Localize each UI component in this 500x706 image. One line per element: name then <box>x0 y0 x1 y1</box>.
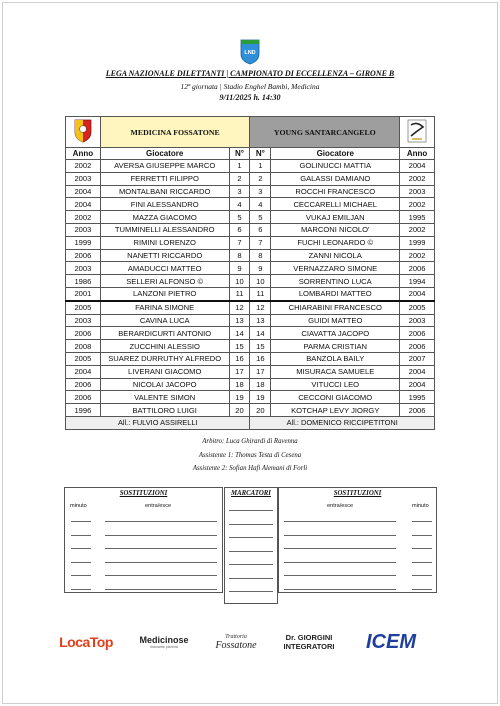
roster-row <box>66 236 435 249</box>
home-year-cell: 2002 <box>66 211 101 224</box>
roster-row <box>66 223 435 236</box>
away-number-cell: 8 <box>250 249 271 262</box>
away-player-cell: PARMA CRISTIAN <box>271 340 400 353</box>
away-year-cell: 2007 <box>400 352 435 365</box>
blank-line <box>105 562 217 563</box>
sponsor-giorgini-logo <box>283 622 335 662</box>
home-player-cell: FINI ALESSANDRO <box>100 198 229 211</box>
away-number-cell: 1 <box>250 160 271 173</box>
away-year-cell: 2005 <box>400 301 435 314</box>
home-player-cell: RIMINI LORENZO <box>100 236 229 249</box>
away-player-cell: CECCONI GIACOMO <box>271 391 400 404</box>
away-player-cell: KOTCHAP LEVY JIORGY <box>271 404 400 417</box>
away-number-cell: 15 <box>250 340 271 353</box>
sponsor-medicinose-logo <box>134 622 194 662</box>
home-year-cell: 2008 <box>66 340 101 353</box>
away-number-cell: 17 <box>250 365 271 378</box>
league-title: LEGA NAZIONALE DILETTANTI | CAMPIONATO DI ECCELLENZA – GIRONE B <box>105 69 395 78</box>
away-player-cell: ROCCHI FRANCESCO <box>271 185 400 198</box>
referee-line <box>0 438 500 445</box>
away-number-cell: 20 <box>250 404 271 417</box>
away-year-cell: 2006 <box>400 262 435 275</box>
away-player-cell: LOMBARDI MATTEO <box>271 287 400 300</box>
away-year-cell: 2004 <box>400 287 435 300</box>
away-substitutions-box <box>278 487 437 593</box>
away-number-header: N° <box>250 148 271 160</box>
assistant1-name: Thomas Testa di Cesena <box>235 452 302 459</box>
team-header-row <box>66 117 435 148</box>
sponsor-locatop-logo: LocaTop <box>59 634 113 650</box>
home-year-cell: 2003 <box>66 223 101 236</box>
home-year-cell: 2004 <box>66 198 101 211</box>
home-year-cell: 2003 <box>66 172 101 185</box>
roster-row <box>66 287 435 300</box>
roster-row <box>66 262 435 275</box>
roster-row <box>66 404 435 417</box>
home-minute-label: minuto <box>70 503 87 509</box>
home-player-cell: MAZZA GIACOMO <box>100 211 229 224</box>
away-year-cell: 2006 <box>400 340 435 353</box>
home-subs-title: SOSTITUZIONI <box>119 490 168 497</box>
assistant1-line <box>0 452 500 459</box>
blank-line <box>229 524 273 525</box>
sponsor-trattoria-logo <box>205 622 267 662</box>
assistant2-label: Assistente 2: <box>192 465 228 472</box>
home-number-header: N° <box>229 148 250 160</box>
medicinose-sub: ristorante pizzeria <box>150 645 178 649</box>
blank-line <box>105 521 217 522</box>
away-player-cell: GOLINUCCI MATTIA <box>271 160 400 173</box>
home-number-cell: 12 <box>229 301 250 314</box>
home-number-cell: 7 <box>229 236 250 249</box>
blank-line <box>412 575 432 576</box>
blank-line <box>412 589 432 590</box>
away-number-cell: 16 <box>250 352 271 365</box>
home-number-cell: 5 <box>229 211 250 224</box>
away-coach: All.: DOMENICO RICCIPETITONI <box>250 416 435 429</box>
roster-table <box>65 116 435 430</box>
home-year-cell: 2004 <box>66 185 101 198</box>
assistant2-name: Sofian Hafi Alemani di Forlì <box>229 465 308 472</box>
home-player-cell: VALENTE SIMON <box>100 391 229 404</box>
roster-row <box>66 160 435 173</box>
home-player-cell: ZUCCHINI ALESSIO <box>100 340 229 353</box>
blank-line <box>71 575 91 576</box>
home-number-cell: 17 <box>229 365 250 378</box>
blank-line <box>105 548 217 549</box>
blank-line <box>229 510 273 511</box>
trattoria-label: Trattoria <box>225 633 247 640</box>
home-year-cell: 2001 <box>66 287 101 300</box>
blank-line <box>412 562 432 563</box>
home-team-name: MEDICINA FOSSATONE <box>100 117 250 148</box>
home-year-cell: 2006 <box>66 327 101 340</box>
away-number-cell: 10 <box>250 275 271 288</box>
blank-line <box>284 589 396 590</box>
blank-line <box>71 589 91 590</box>
giorgini-line1: Dr. GIORGINI <box>285 633 333 642</box>
away-number-cell: 19 <box>250 391 271 404</box>
home-player-cell: BATTILORO LUIGI <box>100 404 229 417</box>
home-year-cell: 2005 <box>66 301 101 314</box>
giorgini-line2: INTEGRATORI <box>283 642 335 651</box>
fossatone-label: Fossatone <box>215 639 257 651</box>
home-coach: All.: FULVIO ASSIRELLI <box>66 416 250 429</box>
home-number-cell: 4 <box>229 198 250 211</box>
sponsor-icem-logo: ICEM <box>366 630 416 653</box>
home-year-cell: 1999 <box>66 236 101 249</box>
away-number-cell: 9 <box>250 262 271 275</box>
away-player-cell: FUCHI LEONARDO © <box>271 236 400 249</box>
blank-line <box>105 535 217 536</box>
referee-name: Luca Ghirardi di Ravenna <box>226 438 298 445</box>
blank-line <box>284 521 396 522</box>
away-player-cell: CECCARELLI MICHAEL <box>271 198 400 211</box>
home-number-cell: 9 <box>229 262 250 275</box>
away-player-cell: GALASSI DAMIANO <box>271 172 400 185</box>
away-subs-title: SOSTITUZIONI <box>333 490 382 497</box>
away-year-cell: 2002 <box>400 249 435 262</box>
blank-line <box>412 548 432 549</box>
away-player-cell: MISURACA SAMUELE <box>271 365 400 378</box>
home-number-cell: 13 <box>229 314 250 327</box>
home-number-cell: 1 <box>229 160 250 173</box>
home-player-cell: NANETTI RICCARDO <box>100 249 229 262</box>
away-minute-label: minuto <box>412 503 429 509</box>
roster-row <box>66 275 435 288</box>
blank-line <box>71 562 91 563</box>
medicina-crest-icon <box>74 119 92 143</box>
home-player-cell: TUMMINELLI ALESSANDRO <box>100 223 229 236</box>
away-number-cell: 13 <box>250 314 271 327</box>
blank-line <box>284 548 396 549</box>
away-year-cell: 2002 <box>400 223 435 236</box>
home-number-cell: 19 <box>229 391 250 404</box>
blank-line <box>105 575 217 576</box>
roster-row <box>66 391 435 404</box>
home-year-cell: 2006 <box>66 249 101 262</box>
away-player-cell: CHIARABINI FRANCESCO <box>271 301 400 314</box>
coach-row <box>66 416 435 429</box>
referee-label: Arbitro: <box>202 438 225 445</box>
away-number-cell: 7 <box>250 236 271 249</box>
blank-line <box>229 591 273 592</box>
home-player-cell: FARINA SIMONE <box>100 301 229 314</box>
home-year-header: Anno <box>66 148 101 160</box>
home-number-cell: 8 <box>229 249 250 262</box>
away-player-cell: VITUCCI LEO <box>271 378 400 391</box>
home-number-cell: 3 <box>229 185 250 198</box>
away-player-cell: SORRENTINO LUCA <box>271 275 400 288</box>
away-player-cell: VERNAZZARO SIMONE <box>271 262 400 275</box>
away-year-cell: 2004 <box>400 378 435 391</box>
home-player-header: Giocatore <box>100 148 229 160</box>
roster-row <box>66 249 435 262</box>
home-year-cell: 2003 <box>66 314 101 327</box>
blank-line <box>71 521 91 522</box>
home-player-cell: AVERSA GIUSEPPE MARCO <box>100 160 229 173</box>
away-player-cell: GUIDI MATTEO <box>271 314 400 327</box>
away-number-cell: 6 <box>250 223 271 236</box>
away-player-header: Giocatore <box>271 148 400 160</box>
home-player-cell: BERARDICURTI ANTONIO <box>100 327 229 340</box>
blank-line <box>71 535 91 536</box>
home-number-cell: 2 <box>229 172 250 185</box>
scorers-box <box>224 487 278 604</box>
away-year-cell: 1999 <box>400 236 435 249</box>
home-substitutions-box <box>64 487 223 593</box>
roster-row <box>66 198 435 211</box>
blank-line <box>412 535 432 536</box>
home-year-cell: 1996 <box>66 404 101 417</box>
home-year-cell: 2006 <box>66 391 101 404</box>
away-player-cell: MARCONI NICOLO' <box>271 223 400 236</box>
home-crest-cell <box>66 117 101 148</box>
home-number-cell: 15 <box>229 340 250 353</box>
roster-row <box>66 211 435 224</box>
blank-line <box>105 589 217 590</box>
away-number-cell: 14 <box>250 327 271 340</box>
away-number-cell: 2 <box>250 172 271 185</box>
home-number-cell: 20 <box>229 404 250 417</box>
match-datetime: 9/11/2025 h. 14:30 <box>219 93 281 102</box>
away-year-cell: 2002 <box>400 172 435 185</box>
home-number-cell: 14 <box>229 327 250 340</box>
away-player-cell: BANZOLA BAILY <box>271 352 400 365</box>
home-inout-label: entra/esce <box>145 503 172 509</box>
home-year-cell: 2002 <box>66 160 101 173</box>
medicinose-name: Medicinose <box>139 635 189 645</box>
away-number-cell: 18 <box>250 378 271 391</box>
home-year-cell: 2005 <box>66 352 101 365</box>
blank-line <box>284 535 396 536</box>
home-number-cell: 11 <box>229 287 250 300</box>
home-year-cell: 2003 <box>66 262 101 275</box>
away-team-name: YOUNG SANTARCANGELO <box>250 117 400 148</box>
blank-line <box>229 578 273 579</box>
young-santarcangelo-crest-icon <box>407 119 427 143</box>
blank-line <box>229 537 273 538</box>
away-number-cell: 5 <box>250 211 271 224</box>
away-number-cell: 11 <box>250 287 271 300</box>
roster-row <box>66 185 435 198</box>
blank-line <box>71 548 91 549</box>
roster-row <box>66 327 435 340</box>
away-year-cell: 2006 <box>400 327 435 340</box>
away-year-cell: 2003 <box>400 185 435 198</box>
assistant1-label: Assistente 1: <box>198 452 234 459</box>
blank-line <box>229 551 273 552</box>
blank-line <box>284 562 396 563</box>
home-number-cell: 18 <box>229 378 250 391</box>
home-player-cell: LIVERANI GIACOMO <box>100 365 229 378</box>
home-number-cell: 16 <box>229 352 250 365</box>
scorers-title: MARCATORI <box>231 490 271 497</box>
away-inout-label: entra/esce <box>327 503 354 509</box>
home-year-cell: 2006 <box>66 378 101 391</box>
away-year-cell: 1994 <box>400 275 435 288</box>
lnd-logo <box>239 39 261 65</box>
away-year-header: Anno <box>400 148 435 160</box>
blank-line <box>229 564 273 565</box>
roster-row <box>66 172 435 185</box>
away-number-cell: 3 <box>250 185 271 198</box>
away-year-cell: 1995 <box>400 211 435 224</box>
column-header-row <box>66 148 435 160</box>
roster-row <box>66 340 435 353</box>
roster-row <box>66 365 435 378</box>
roster-row <box>66 352 435 365</box>
away-player-cell: CIAVATTA JACOPO <box>271 327 400 340</box>
away-year-cell: 2003 <box>400 314 435 327</box>
away-player-cell: ZANNI NICOLA <box>271 249 400 262</box>
away-number-cell: 12 <box>250 301 271 314</box>
home-number-cell: 10 <box>229 275 250 288</box>
blank-line <box>412 521 432 522</box>
home-player-cell: FERRETTI FILIPPO <box>100 172 229 185</box>
home-number-cell: 6 <box>229 223 250 236</box>
away-year-cell: 2006 <box>400 404 435 417</box>
away-year-cell: 1995 <box>400 391 435 404</box>
roster-row <box>66 378 435 391</box>
home-player-cell: SUAREZ DURRUTHY ALFREDO <box>100 352 229 365</box>
home-player-cell: SELLERI ALFONSO © <box>100 275 229 288</box>
away-year-cell: 2004 <box>400 160 435 173</box>
assistant2-line <box>0 465 500 472</box>
away-crest-cell <box>400 117 435 148</box>
away-player-cell: VUKAJ EMILJAN <box>271 211 400 224</box>
home-year-cell: 1986 <box>66 275 101 288</box>
blank-line <box>284 575 396 576</box>
roster-row <box>66 301 435 314</box>
home-player-cell: LANZONI PIETRO <box>100 287 229 300</box>
away-year-cell: 2002 <box>400 198 435 211</box>
logo-text: LND <box>244 50 256 56</box>
roster-row <box>66 314 435 327</box>
home-player-cell: CAVINA LUCA <box>100 314 229 327</box>
home-player-cell: AMADUCCI MATTEO <box>100 262 229 275</box>
away-number-cell: 4 <box>250 198 271 211</box>
home-year-cell: 2004 <box>66 365 101 378</box>
away-year-cell: 2004 <box>400 365 435 378</box>
home-player-cell: NICOLAI JACOPO <box>100 378 229 391</box>
home-player-cell: MONTALBANI RICCARDO <box>100 185 229 198</box>
round-venue: 12ª giornata | Stadio Enghel Bambi, Medicina <box>180 82 320 91</box>
